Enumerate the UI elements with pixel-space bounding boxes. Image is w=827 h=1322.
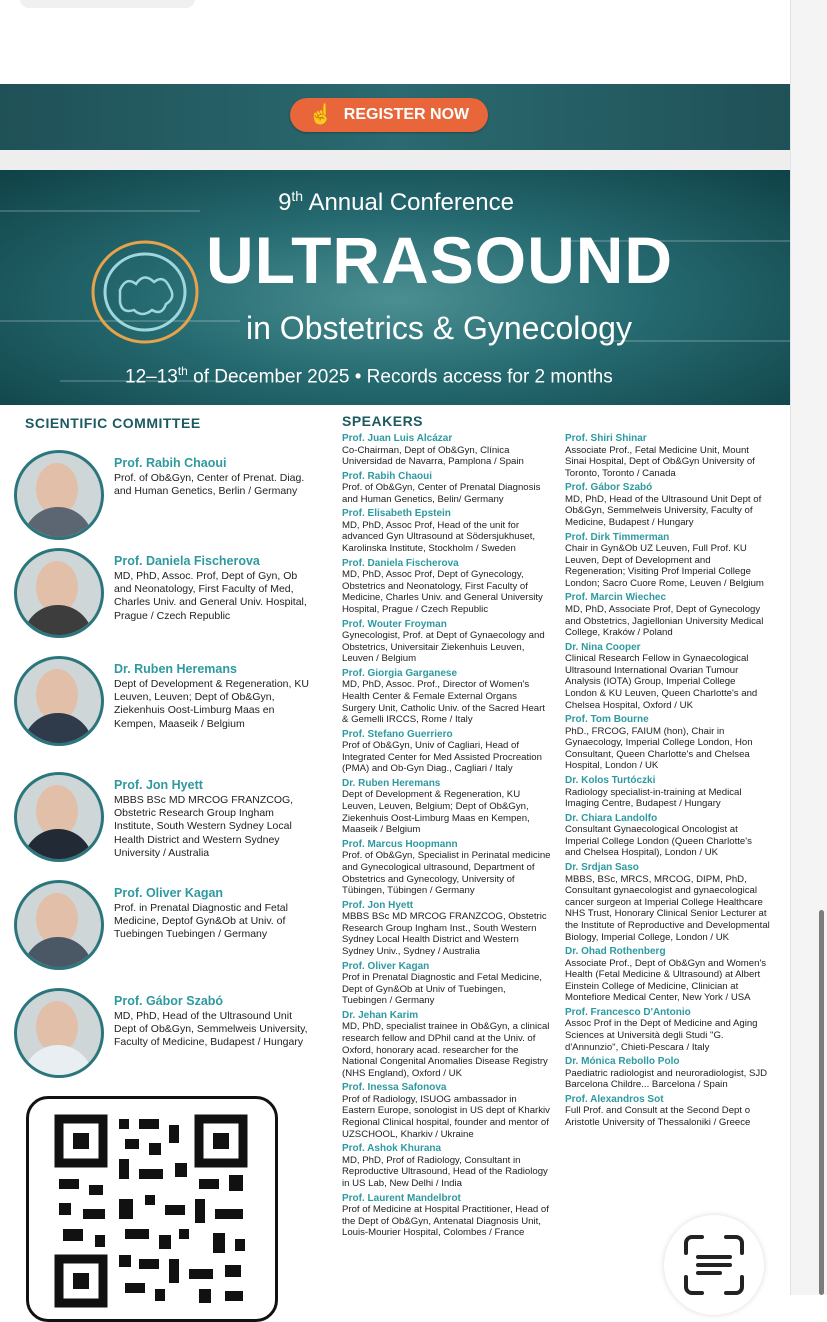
speaker-name: Dr. Ohad Rothenberg [565, 946, 666, 958]
speaker-info: Assoc Prof in the Dept of Medicine and Aging Sciences at Università degli Studi "G. d'Annunzio", Chieti-Pescara / Italy [565, 1018, 758, 1053]
speaker-info: MD, PhD, Prof of Radiology, Consultant in Reproductive Ultrasound, Head of the Radiology in US Lab, New Delhi / India [342, 1154, 548, 1189]
speaker-entry [565, 482, 770, 528]
speaker-entry [342, 558, 552, 616]
member-info: MD, PhD, Head of the Ultrasound Unit Dept of Ob&Gyn, Semmelweis University, Faculty of Medicine, Budapest / Hungary [114, 1010, 308, 1049]
ultrasound-brain-logo-icon [86, 236, 204, 348]
avatar [14, 450, 104, 540]
subtitle: in Obstetrics & Gynecology [246, 310, 632, 346]
speaker-name: Prof. Oliver Kagan [342, 960, 430, 972]
speaker-name: Prof. Laurent Mandelbrot [342, 1192, 461, 1204]
member-name: Dr. Ruben Heremans [114, 662, 237, 676]
qr-code[interactable] [26, 1096, 278, 1322]
speaker-entry [342, 1010, 552, 1079]
scrollbar-thumb[interactable] [819, 910, 824, 1295]
speaker-name: Prof. Rabih Chaoui [342, 470, 432, 482]
speaker-entry [342, 433, 552, 468]
speaker-info: Consultant Gynaecological Oncologist at Imperial College London (Queen Charlotte's and Chelsea Hospital), London / UK [565, 824, 752, 859]
speaker-entry [342, 729, 552, 775]
speaker-name: Prof. Shiri Shinar [565, 433, 647, 444]
speaker-info: MD, PhD, Associate Prof, Dept of Gynecology and Obstetrics, Jagiellonian University Medical College, Kraków / Poland [565, 603, 764, 639]
speaker-name: Dr. Ruben Heremans [342, 777, 441, 789]
speaker-entry [342, 961, 552, 1007]
speaker-info: Prof in Prenatal Diagnostic and Fetal Medicine, Dept of Gyn&Ob at Univ of Tuebingen, Tuebingen / Germany [342, 972, 542, 1007]
speaker-entry [342, 1193, 552, 1239]
speaker-name: Prof. Jon Hyett [342, 899, 414, 911]
speaker-name: Dr. Mónica Rebollo Polo [565, 1056, 680, 1068]
speaker-entry [342, 668, 552, 726]
speaker-entry [342, 508, 552, 554]
speaker-info: PhD., FRCOG, FAIUM (hon), Chair in Gynaecology, Imperial College London, Hon Consultant, Queen Charlotte's and Chelsea Hospital, London / UK [565, 725, 753, 772]
speaker-info: Prof of Medicine at Hospital Practitioner, Head of the Dept of Ob&Gyn, Antenatal Diagnosis Unit, Louis-Mourier Hospital, Colombes / France [342, 1204, 549, 1239]
speaker-info: Prof. of Ob&Gyn, Center of Prenatal Diagnosis and Human Genetics, Belin/ Germany [342, 482, 541, 505]
speaker-info: Prof. of Ob&Gyn, Specialist in Perinatal medicine and Gynecological ultrasound, Department of Obstetrics and Gynecology, University of Tübingen, Tübingen / Germany [342, 850, 551, 897]
speaker-entry [565, 532, 770, 590]
member-info: Dept of Development & Regeneration, KU Leuven, Leuven; Dept of Ob&Gyn, Ziekenhuis Oost-Limburg Maas en Kempen, Maaseik / Belgium [114, 678, 309, 730]
speaker-info: Prof of Ob&Gyn, Univ of Cagliari, Head of Integrated Center for Med Assisted Procreation (PMA) and Ob-Gyn Diag., Cagliari / Italy [342, 740, 542, 775]
date-sup: th [177, 364, 188, 378]
speaker-info: Dept of Development & Regeneration, KU Leuven, Leuven, Belgium; Dept of Ob&Gyn, Ziekenhuis Oost-Limburg Maas en Kempen, Maaseik / Belgium [342, 789, 530, 836]
conference-banner [0, 170, 792, 405]
speaker-info: MBBS BSc MD MRCOG FRANZCOG, Obstetric Research Group Ingham Inst., South Western Sydney Local Health District and Western Sydney Univ., Sydney / Australia [342, 911, 547, 957]
member-name: Prof. Oliver Kagan [114, 886, 224, 900]
speaker-entry [565, 642, 770, 711]
member-info: MD, PhD, Assoc. Prof, Dept of Gyn, Ob and Neonatology, First Faculty of Med, Charles Univ. and General Univ. Hospital, Prague / Czech Republic [114, 570, 307, 622]
speaker-name: Prof. Juan Luis Alcázar [342, 433, 453, 444]
speaker-info: Gynecologist, Prof. at Dept of Gynaecology and Obstetrics, Universitair Ziekenhuis Leuven, Leuven / Belgium [342, 630, 545, 665]
main-title: ULTRASOUND [206, 223, 674, 297]
speaker-name: Prof. Marcin Wiechec [565, 592, 667, 604]
speaker-entry [565, 862, 770, 943]
speaker-name: Dr. Srdjan Saso [565, 862, 639, 874]
speaker-entry [565, 1094, 770, 1129]
speaker-entry [342, 1143, 552, 1189]
speaker-entry [565, 1056, 770, 1091]
speaker-entry [565, 592, 770, 638]
scrollbar[interactable] [790, 0, 827, 1295]
speaker-entry [565, 946, 770, 1004]
speaker-info: Prof of Radiology, ISUOG ambassador in Eastern Europe, sonologist in US dept of Kharkiv Regional Clinical hospital, founder and mentor of UZSCHOOL, Kharkiv / Ukraine [342, 1093, 550, 1140]
speaker-entry [565, 433, 770, 479]
avatar [14, 656, 104, 746]
member-info: Prof. in Prenatal Diagnostic and Fetal Medicine, Deptof Gyn&Ob at Univ. of Tuebingen Tuebingen / Germany [114, 902, 288, 941]
speaker-info: Associate Prof., Fetal Medicine Unit, Mount Sinai Hospital, Dept of Ob&Gyn University of Toronto, Toronto / Canada [565, 444, 755, 479]
speaker-name: Dr. Kolos Turtóczki [565, 775, 656, 787]
speaker-entry [342, 900, 552, 958]
speaker-info: MD, PhD, Assoc. Prof., Director of Women's Health Center & Female External Organs Surgery Unit, Catholic Univ. of the Sacred Heart & Gemelli IRCCS, Rome / Italy [342, 679, 545, 726]
avatar [14, 880, 104, 970]
speaker-info: Paediatric radiologist and neuroradiologist, SJD Barcelona Childre... Barcelona / Spain [565, 1067, 768, 1091]
speaker-info: MD, PhD, Head of the Ultrasound Unit Dept of Ob&Gyn, Semmelweis University, Faculty of Medicine, Budapest / Hungary [565, 493, 762, 528]
speaker-entry [565, 775, 770, 810]
avatar [14, 988, 104, 1078]
speaker-info: Co-Chairman, Dept of Ob&Gyn, Clínica Universidad de Navarra, Pamplona / Spain [342, 444, 524, 468]
speaker-name: Prof. Elisabeth Epstein [342, 508, 451, 520]
edition-rest: Annual Conference [303, 189, 514, 216]
speaker-info: Clinical Research Fellow in Gynaecological Ultrasound International Ovarian Tumour Analysis (IOTA) Group, Imperial College London & KU Leuven, Queen Charlotte's and Chelsea Hospital, Oxford / UK [565, 653, 758, 711]
speaker-name: Prof. Wouter Froyman [342, 618, 447, 630]
speaker-name: Dr. Chiara Landolfo [565, 812, 658, 824]
speaker-info: MD, PhD, Assoc Prof, Head of the unit for advanced Gyn Ultrasound at Södersjukhuset, Karolinska Institute, Stockholm / Sweden [342, 519, 536, 555]
hand-pointer-icon: ☝ [308, 104, 334, 126]
speaker-name: Prof. Marcus Hoopmann [342, 838, 458, 850]
top-pill [20, 0, 195, 8]
top-area [0, 0, 790, 84]
speaker-entry [342, 778, 552, 836]
speaker-name: Dr. Jehan Karim [342, 1009, 419, 1021]
speaker-name: Prof. Giorgia Garganese [342, 667, 458, 679]
separator-gap [0, 150, 792, 170]
edition-sup: th [291, 188, 304, 204]
member-name: Prof. Jon Hyett [114, 778, 203, 792]
edition-number: 9 [278, 189, 292, 216]
member-info: MBBS BSc MD MRCOG FRANZCOG, Obstetric Research Group Ingham Institute, South Western Sydney Local Health District and Western Sydney University / Australia [114, 794, 294, 859]
speaker-info: MD, PhD, Assoc Prof, Dept of Gynecology, Obstetrics and Neonatology, First Faculty of Medicine, Charles Univ. and General University Hospital, Prague / Czech Republic [342, 569, 543, 615]
date-line [125, 364, 613, 388]
register-now-button[interactable] [290, 98, 488, 132]
speaker-entry [565, 1007, 770, 1053]
text-scan-button[interactable] [664, 1215, 764, 1315]
speaker-name: Prof. Stefano Guerriero [342, 728, 453, 740]
speaker-info: MBBS, BSc, MRCS, MRCOG, DIPM, PhD, Consultant gynaecologist and gynaecological cancer surgeon at Imperial College Healthcare NHS Trust, Honorary Clinical Senior Lecturer at the Institute of Reproductive and Developmental Biology, Imperial College, London / UK [565, 873, 770, 943]
speaker-info: Chair in Gyn&Ob UZ Leuven, Full Prof. KU Leuven, Dept of Development and Regeneration; Visiting Prof Imperial College London; Sacro Cuore Rome, Leuven / Belgium [565, 543, 764, 589]
speaker-name: Prof. Daniela Fischerova [342, 557, 459, 569]
speaker-name: Prof. Inessa Safonova [342, 1082, 447, 1094]
speaker-name: Prof. Dirk Timmerman [565, 531, 670, 543]
avatar [14, 548, 104, 638]
speakers-column-1 [342, 433, 552, 1242]
member-name: Prof. Daniela Fischerova [114, 554, 260, 568]
speaker-name: Prof. Gábor Szabó [565, 482, 653, 494]
speaker-name: Prof. Alexandros Sot [565, 1093, 664, 1105]
speaker-entry [342, 619, 552, 665]
qr-code-icon [29, 1099, 275, 1319]
speaker-name: Prof. Francesco D'Antonio [565, 1006, 691, 1018]
date-start: 12–13 [125, 366, 178, 388]
speakers-column-2 [565, 433, 770, 1132]
speaker-entry [565, 813, 770, 859]
speakers-heading: SPEAKERS [342, 413, 424, 429]
speaker-name: Prof. Tom Bourne [565, 714, 649, 726]
text-scan-icon [664, 1215, 764, 1315]
speaker-info: Associate Prof., Dept of Ob&Gyn and Women's Health (Fetal Medicine & Ultrasound) at Albert Einstein College of Medicine, Clinician at Montefiore Medical Center, New York / USA [565, 957, 767, 1004]
member-name: Prof. Rabih Chaoui [114, 456, 227, 470]
speaker-entry [342, 471, 552, 506]
avatar [14, 772, 104, 862]
speaker-name: Dr. Nina Cooper [565, 641, 641, 653]
speaker-info: Full Prof. and Consult at the Second Dept o Aristotle University of Thessaloniki / Greece [565, 1105, 751, 1129]
member-name: Prof. Gábor Szabó [114, 994, 224, 1008]
register-label: REGISTER NOW [343, 106, 470, 123]
edition-line [0, 188, 792, 217]
speaker-entry [342, 1082, 552, 1140]
member-info: Prof. of Ob&Gyn, Center of Prenat. Diag. and Human Genetics, Berlin / Germany [114, 472, 305, 498]
speaker-info: Radiology specialist-in-training at Medical Imaging Centre, Budapest / Hungary [565, 786, 742, 810]
date-rest: of December 2025 • Records access for 2 months [187, 366, 613, 388]
speaker-name: Prof. Ashok Khurana [342, 1143, 442, 1155]
committee-heading: SCIENTIFIC COMMITTEE [25, 415, 201, 431]
speaker-entry [565, 714, 770, 772]
speaker-entry [342, 839, 552, 897]
speaker-info: MD, PhD, specialist trainee in Ob&Gyn, a clinical research fellow and DPhil cand at the Univ. of Oxford, honorary acad. researcher for the National Congenital Anomalies Disease Registry (NHS England), Oxford / UK [342, 1021, 550, 1079]
